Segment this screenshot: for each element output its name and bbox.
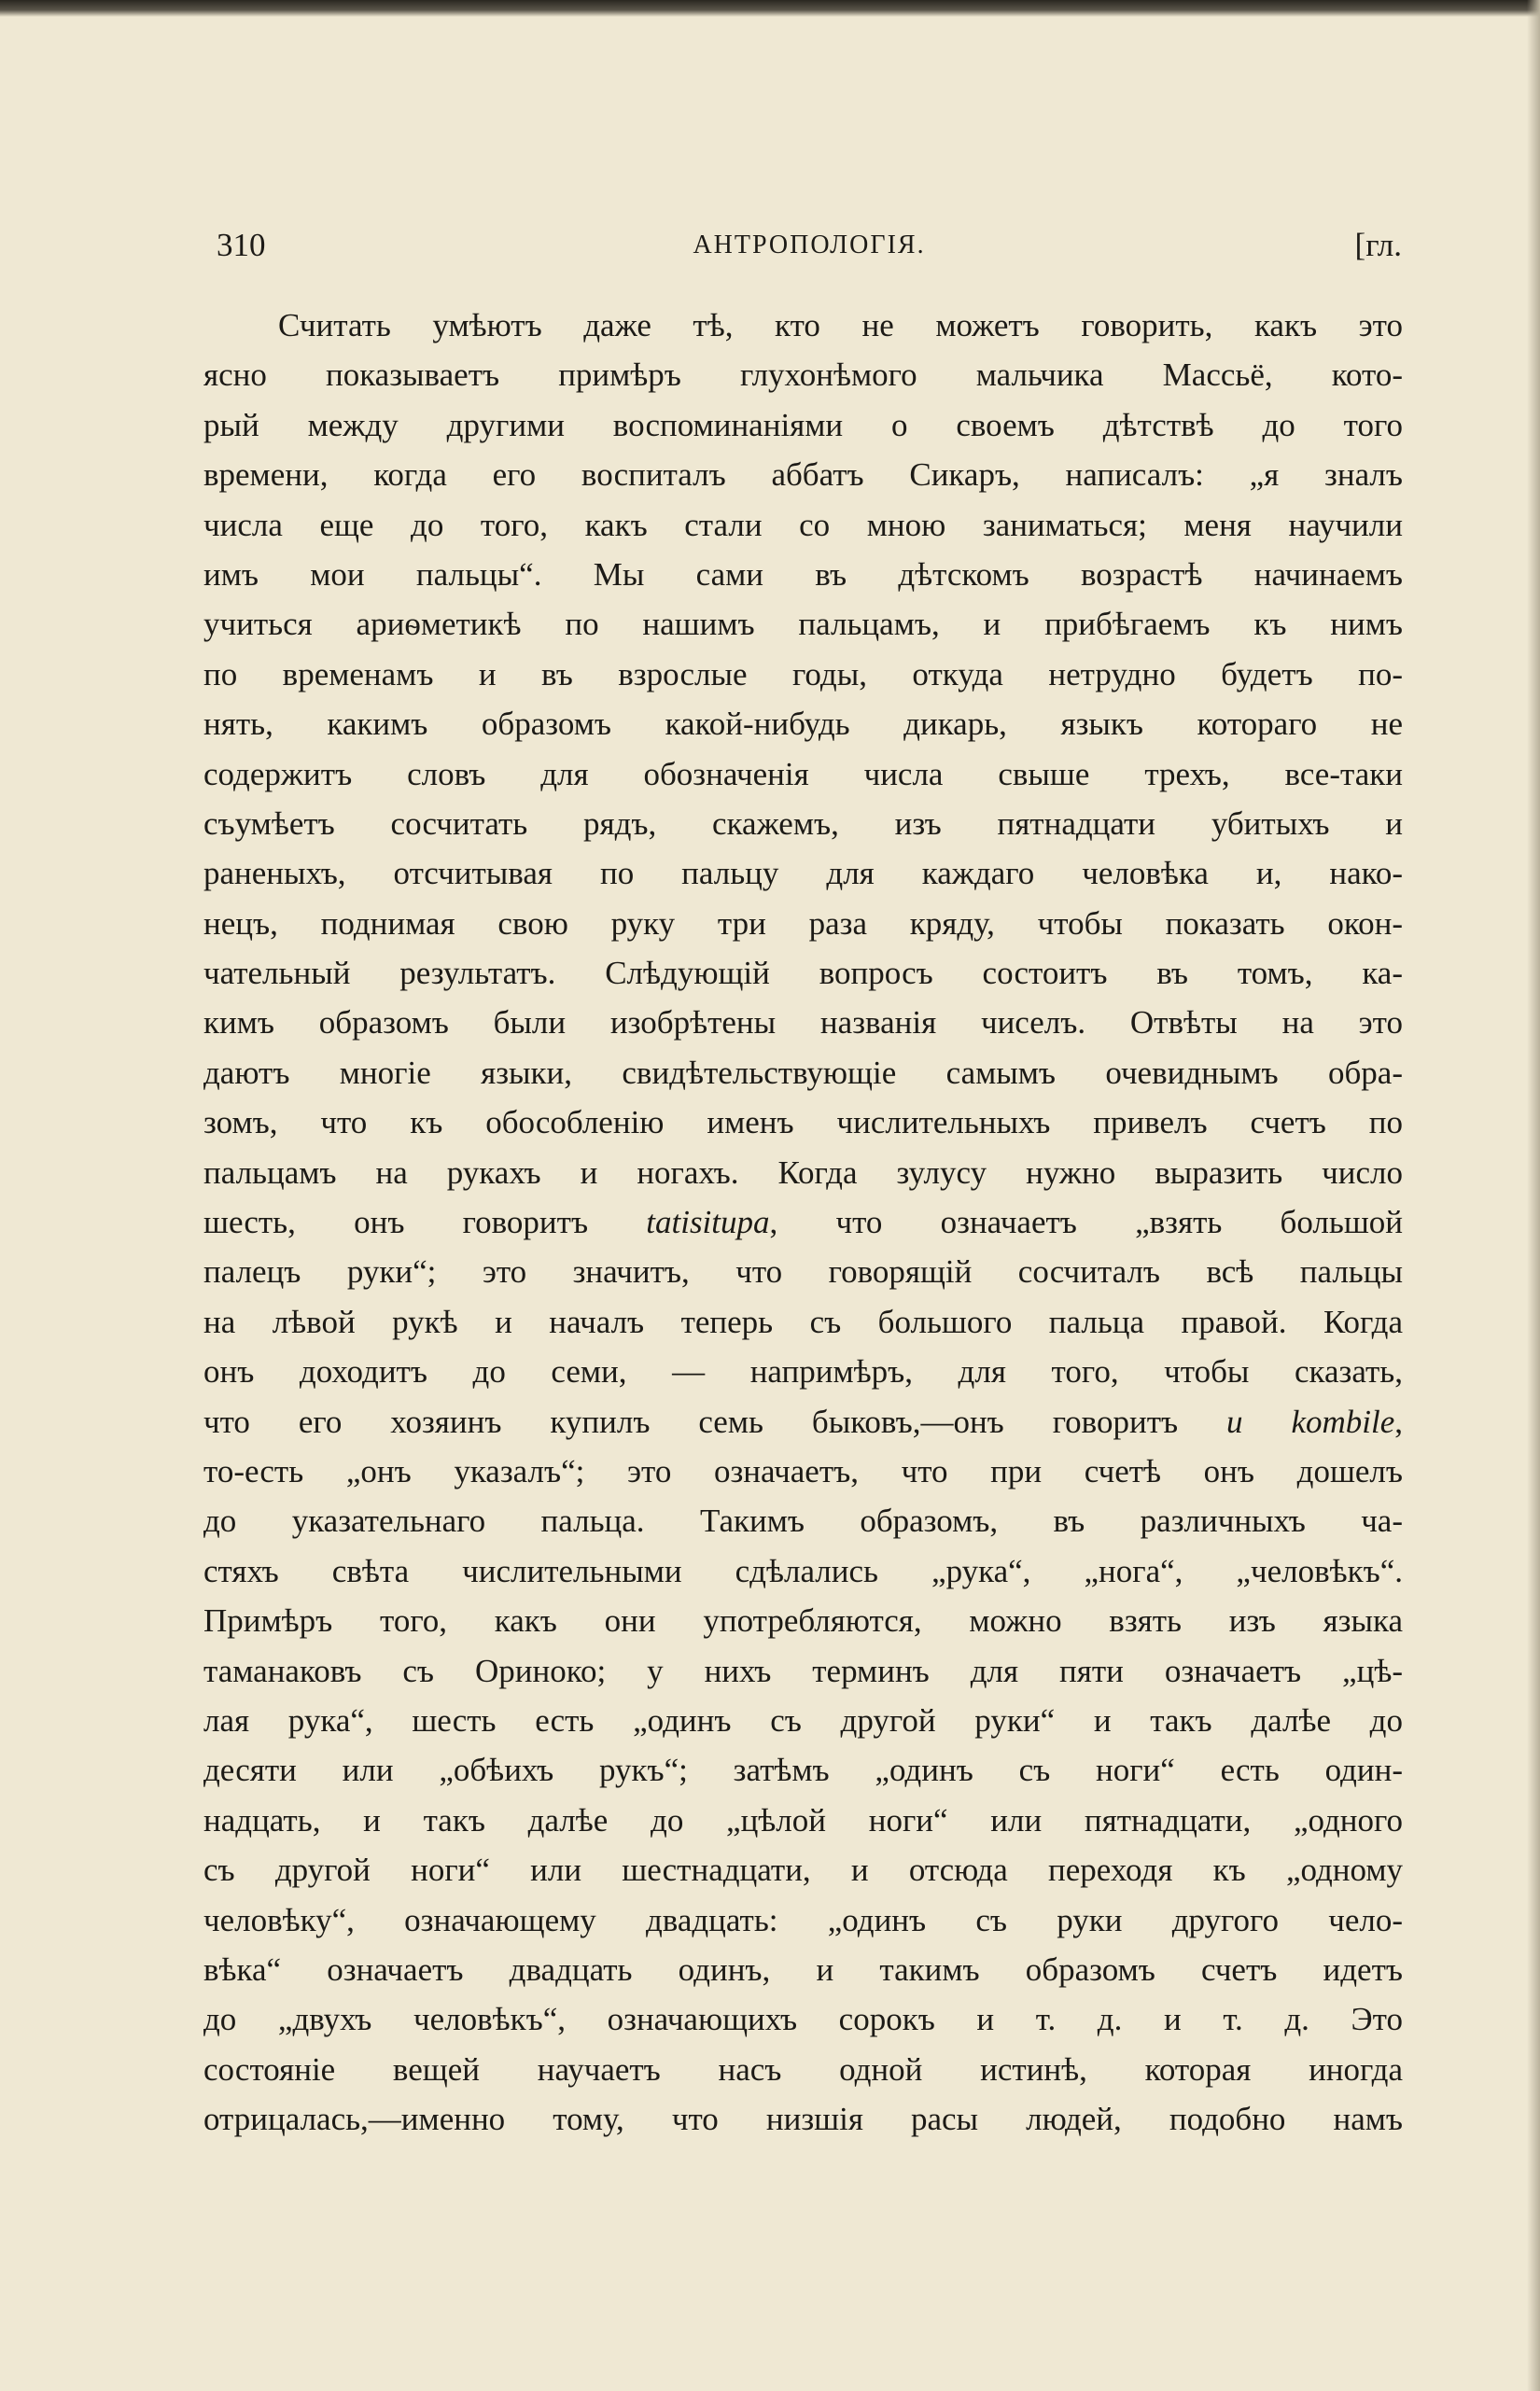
text-line: числа еще до того, какъ стали со мною заниматься; меня научили xyxy=(203,506,1403,543)
text-line xyxy=(203,1397,1403,1447)
text-line: лая рука“, шесть есть „одинъ съ другой руки“ и такъ далѣе до xyxy=(203,1701,1403,1739)
text-line: кимъ образомъ были изобрѣтены названія чиселъ. Отвѣты на это xyxy=(203,1004,1403,1042)
text-line: таманаковъ съ Ориноко; у нихъ терминъ для пяти означаетъ „цѣ- xyxy=(203,1652,1403,1689)
text-line: палецъ руки“; это значитъ, что говорящій сосчиталъ всѣ пальцы xyxy=(203,1253,1403,1291)
text-line: чательный результатъ. Слѣдующій вопросъ состоитъ въ томъ, ка- xyxy=(203,955,1403,992)
text-line: по временамъ и въ взрослые годы, откуда нетрудно будетъ по- xyxy=(203,655,1403,692)
text-line: до указательнаго пальца. Такимъ образомъ, въ различныхъ ча- xyxy=(203,1503,1403,1540)
running-head xyxy=(217,222,1402,269)
text-line: пальцамъ на рукахъ и ногахъ. Когда зулусу нужно выразить число xyxy=(203,1154,1403,1191)
text-line: то-есть „онъ указалъ“; это означаетъ, что при счетѣ онъ дошелъ xyxy=(203,1452,1403,1489)
italic-term: u kombile xyxy=(1226,1403,1395,1440)
text-line: учиться ариѳметикѣ по нашимъ пальцамъ, и прибѣгаемъ къ нимъ xyxy=(203,606,1403,643)
text-line: состояніе вещей научаетъ насъ одной истинѣ, которая иногда xyxy=(203,2050,1403,2088)
text-line: содержитъ словъ для обозначенія числа свыше трехъ, все-таки xyxy=(203,755,1403,792)
text-line: человѣку“, означающему двадцать: „одинъ съ руки другого чело- xyxy=(203,1901,1403,1938)
text-line: Считать умѣютъ даже тѣ, кто не можетъ говорить, какъ это xyxy=(278,307,1403,343)
italic-term: tatisitupa xyxy=(646,1204,770,1241)
text-line: рый между другими воспоминаніями о своемъ дѣтствѣ до того xyxy=(203,406,1403,443)
text-line: онъ доходитъ до семи, — напримѣръ, для того, чтобы сказать, xyxy=(203,1353,1403,1391)
text-line: стяхъ свѣта числительными сдѣлались „рука“, „нога“, „человѣкъ“. xyxy=(203,1552,1403,1589)
text-line: зомъ, что къ обособленію именъ числительныхъ привелъ счетъ по xyxy=(203,1104,1403,1141)
top-edge-shadow xyxy=(0,0,1540,17)
text-line: ясно показываетъ примѣръ глухонѣмого мальчика Массьё, кото- xyxy=(203,357,1403,394)
page-edge xyxy=(1527,0,1540,2391)
text-segment: , что означаетъ „взять большой xyxy=(769,1204,1403,1241)
text-line: съумѣетъ сосчитать рядъ, скажемъ, изъ пятнадцати убитыхъ и xyxy=(203,804,1403,842)
text-line xyxy=(203,1197,1403,1247)
text-line: нецъ, поднимая свою руку три раза кряду, чтобы показать окон- xyxy=(203,904,1403,942)
text-segment: что его хозяинъ купилъ семь быковъ,—онъ говоритъ xyxy=(203,1403,1227,1440)
text-line: Примѣръ того, какъ они употребляются, можно взять изъ языка xyxy=(203,1602,1403,1640)
text-line: нять, какимъ образомъ какой-нибудь дикарь, языкъ котораго не xyxy=(203,706,1403,743)
text-line: даютъ многіе языки, свидѣтельствующіе самымъ очевиднымъ обра- xyxy=(203,1054,1403,1091)
text-line: съ другой ноги“ или шестнадцати, и отсюда переходя къ „одному xyxy=(203,1852,1403,1889)
text-segment: шесть, онъ говоритъ xyxy=(203,1204,647,1241)
running-title: АНТРОПОЛОГІЯ. xyxy=(693,231,926,259)
text-line: раненыхъ, отсчитывая по пальцу для каждаго человѣка и, нако- xyxy=(203,855,1403,892)
text-line: до „двухъ человѣкъ“, означающихъ сорокъ и т. д. и т. д. Это xyxy=(203,2001,1403,2038)
text-line: вѣка“ означаетъ двадцать одинъ, и такимъ образомъ счетъ идетъ xyxy=(203,1951,1403,1988)
body-text xyxy=(203,301,1403,2144)
chapter-reference: [гл. xyxy=(1354,227,1402,263)
text-line: надцать, и такъ далѣе до „цѣлой ноги“ или пятнадцати, „одного xyxy=(203,1801,1403,1839)
page-number: 310 xyxy=(217,227,266,263)
text-line: имъ мои пальцы“. Мы сами въ дѣтскомъ возрастѣ начинаемъ xyxy=(203,555,1403,593)
text-line: на лѣвой рукѣ и началъ теперь съ большого пальца правой. Когда xyxy=(203,1303,1403,1340)
text-line: десяти или „обѣихъ рукъ“; затѣмъ „одинъ съ ноги“ есть один- xyxy=(203,1752,1403,1789)
text-line: отрицалась,—именно тому, что низшія расы людей, подобно намъ xyxy=(203,2101,1403,2138)
text-line: времени, когда его воспиталъ аббатъ Сикаръ, написалъ: „я зналъ xyxy=(203,456,1403,494)
text-segment: , xyxy=(1394,1403,1403,1440)
